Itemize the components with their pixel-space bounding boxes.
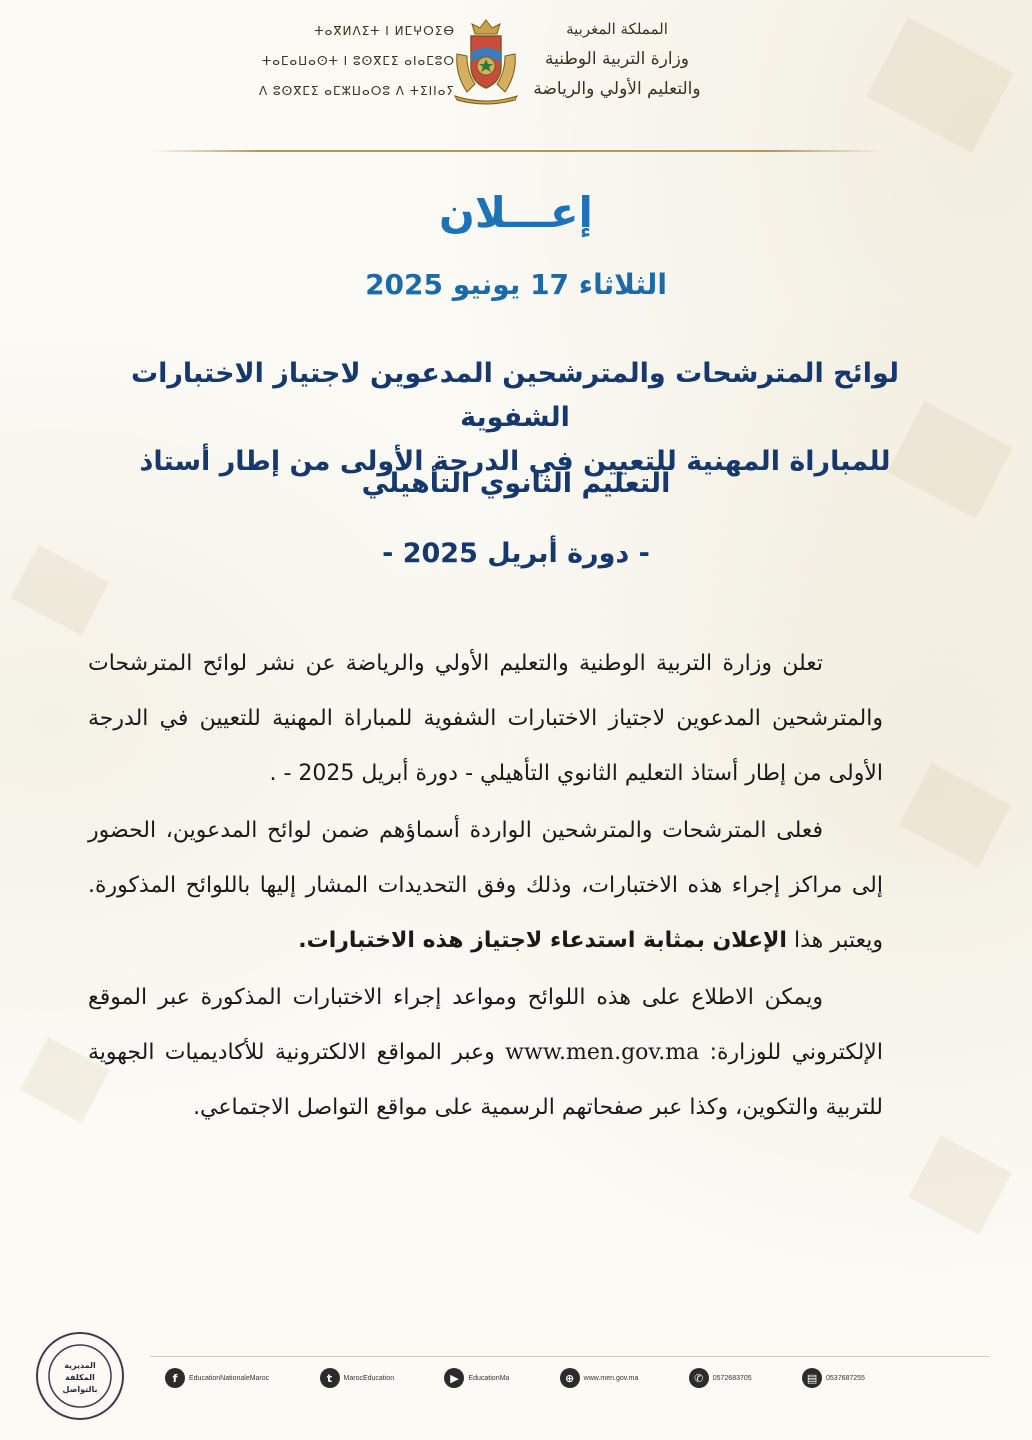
footer-website[interactable] <box>560 1368 639 1388</box>
subject-line: للمباراة المهنية للتعيين في الدرجة الأولى من إطار أستاذ <box>139 446 891 477</box>
ministry-name-line: والتعليم الأولي والرياضة <box>533 79 701 99</box>
ministry-website-link[interactable]: www.men.gov.ma <box>505 1040 700 1065</box>
body-text-bold: الإعلان بمثابة استدعاء لاجتياز هذه الاختبارات. <box>298 928 787 953</box>
body-paragraph <box>88 803 883 968</box>
footer-contacts <box>165 1366 865 1390</box>
body-paragraph <box>88 970 883 1135</box>
body-paragraph: تعلن وزارة التربية الوطنية والتعليم الأولي والرياضة عن نشر لوائح المترشحات والمترشحين المدعوين لاجتياز الاختبارات الشفوية للمباراة المهنية للتعيين في الدرجة الأولى من إطار أستاذ التعليم الثانوي التأهيلي - دورة أبريل 2025 - . <box>88 651 883 786</box>
footer-fax[interactable] <box>802 1368 865 1388</box>
tifinagh-line: ⵜⴰⵎⴰⵡⴰⵙⵜ ⵏ ⵓⵙⴳⵎⵉ ⴰⵏⴰⵎⵓⵔ <box>261 54 455 68</box>
background-decoration <box>908 1135 1011 1234</box>
twitter-icon: t <box>320 1368 340 1388</box>
phone-icon: ✆ <box>689 1368 709 1388</box>
letterhead <box>0 0 1032 150</box>
announcement-body <box>88 636 883 1137</box>
globe-icon: ⊕ <box>560 1368 580 1388</box>
footer-label: www.men.gov.ma <box>583 1374 639 1382</box>
background-decoration <box>899 763 1011 867</box>
footer-label: EducationMa <box>468 1374 510 1382</box>
announcement-date: الثلاثاء 17 يونيو 2025 <box>365 268 667 301</box>
footer-youtube[interactable] <box>444 1368 509 1388</box>
youtube-icon: ▶ <box>444 1368 464 1388</box>
tifinagh-line: ⴷ ⵓⵙⴳⵎⵉ ⴰⵎⵣⵡⴰⵔⵓ ⴷ ⵜⵉⵏⵏⴰⵢ <box>258 84 455 98</box>
tifinagh-line: ⵜⴰⴳⵍⴷⵉⵜ ⵏ ⵍⵎⵖⵔⵉⴱ <box>314 24 455 38</box>
fax-icon: ▤ <box>802 1368 822 1388</box>
footer-divider <box>150 1356 990 1357</box>
stamp-line: المديرية <box>64 1361 96 1370</box>
footer-label: MarocEducation <box>343 1374 395 1382</box>
stamp-line: بالتواصل <box>62 1385 98 1394</box>
announcement-title: إعـــلان <box>439 188 593 237</box>
subject-line: لوائح المترشحات والمترشحين المدعوين لاجتياز الاختبارات الشفوية <box>130 358 900 433</box>
facebook-icon: f <box>165 1368 185 1388</box>
arabic-ministry-name <box>522 14 712 104</box>
footer-phone[interactable] <box>689 1368 752 1388</box>
body-text-normal: ويمكن الاطلاع على هذه اللوائح ومواعد إجراء الاختبارات المذكورة عبر الموقع الإلكتروني للوزارة: <box>88 985 883 1065</box>
footer-label: EducationNationaleMaroc <box>189 1374 270 1382</box>
header-divider <box>150 150 882 152</box>
body-text-normal: فعلى المترشحات والمترشحين الواردة أسماؤهم ضمن لوائح المدعوين، الحضور إلى مراكز إجراء هذه الاختبارات، وذلك وفق التحديدات المشار إليها باللوائح المذكورة. ويعتبر هذا <box>88 818 883 953</box>
subject-line: التعليم الثانوي التأهيلي <box>361 468 671 499</box>
moroccan-coat-of-arms-icon <box>445 14 527 106</box>
footer-facebook[interactable] <box>165 1368 269 1388</box>
ministry-name-line: وزارة التربية الوطنية <box>544 49 690 69</box>
session-label: - دورة أبريل 2025 - <box>382 538 650 569</box>
kingdom-name: المملكة المغربية <box>566 20 668 38</box>
body-text-normal: وعبر المواقع الالكترونية للأكاديميات الجهوية للتربية والتكوين، وكذا عبر صفحاتهم الرسمية على مواقع التواصل الاجتماعي. <box>88 1040 883 1120</box>
tifinagh-ministry-name <box>255 16 455 106</box>
official-stamp-icon <box>34 1330 126 1422</box>
announcement-subject <box>100 352 930 484</box>
footer-label: 0537687255 <box>826 1374 865 1382</box>
footer-label: 0572683705 <box>712 1374 752 1382</box>
stamp-line: المكلفة <box>65 1373 95 1382</box>
footer-twitter[interactable] <box>320 1368 395 1388</box>
